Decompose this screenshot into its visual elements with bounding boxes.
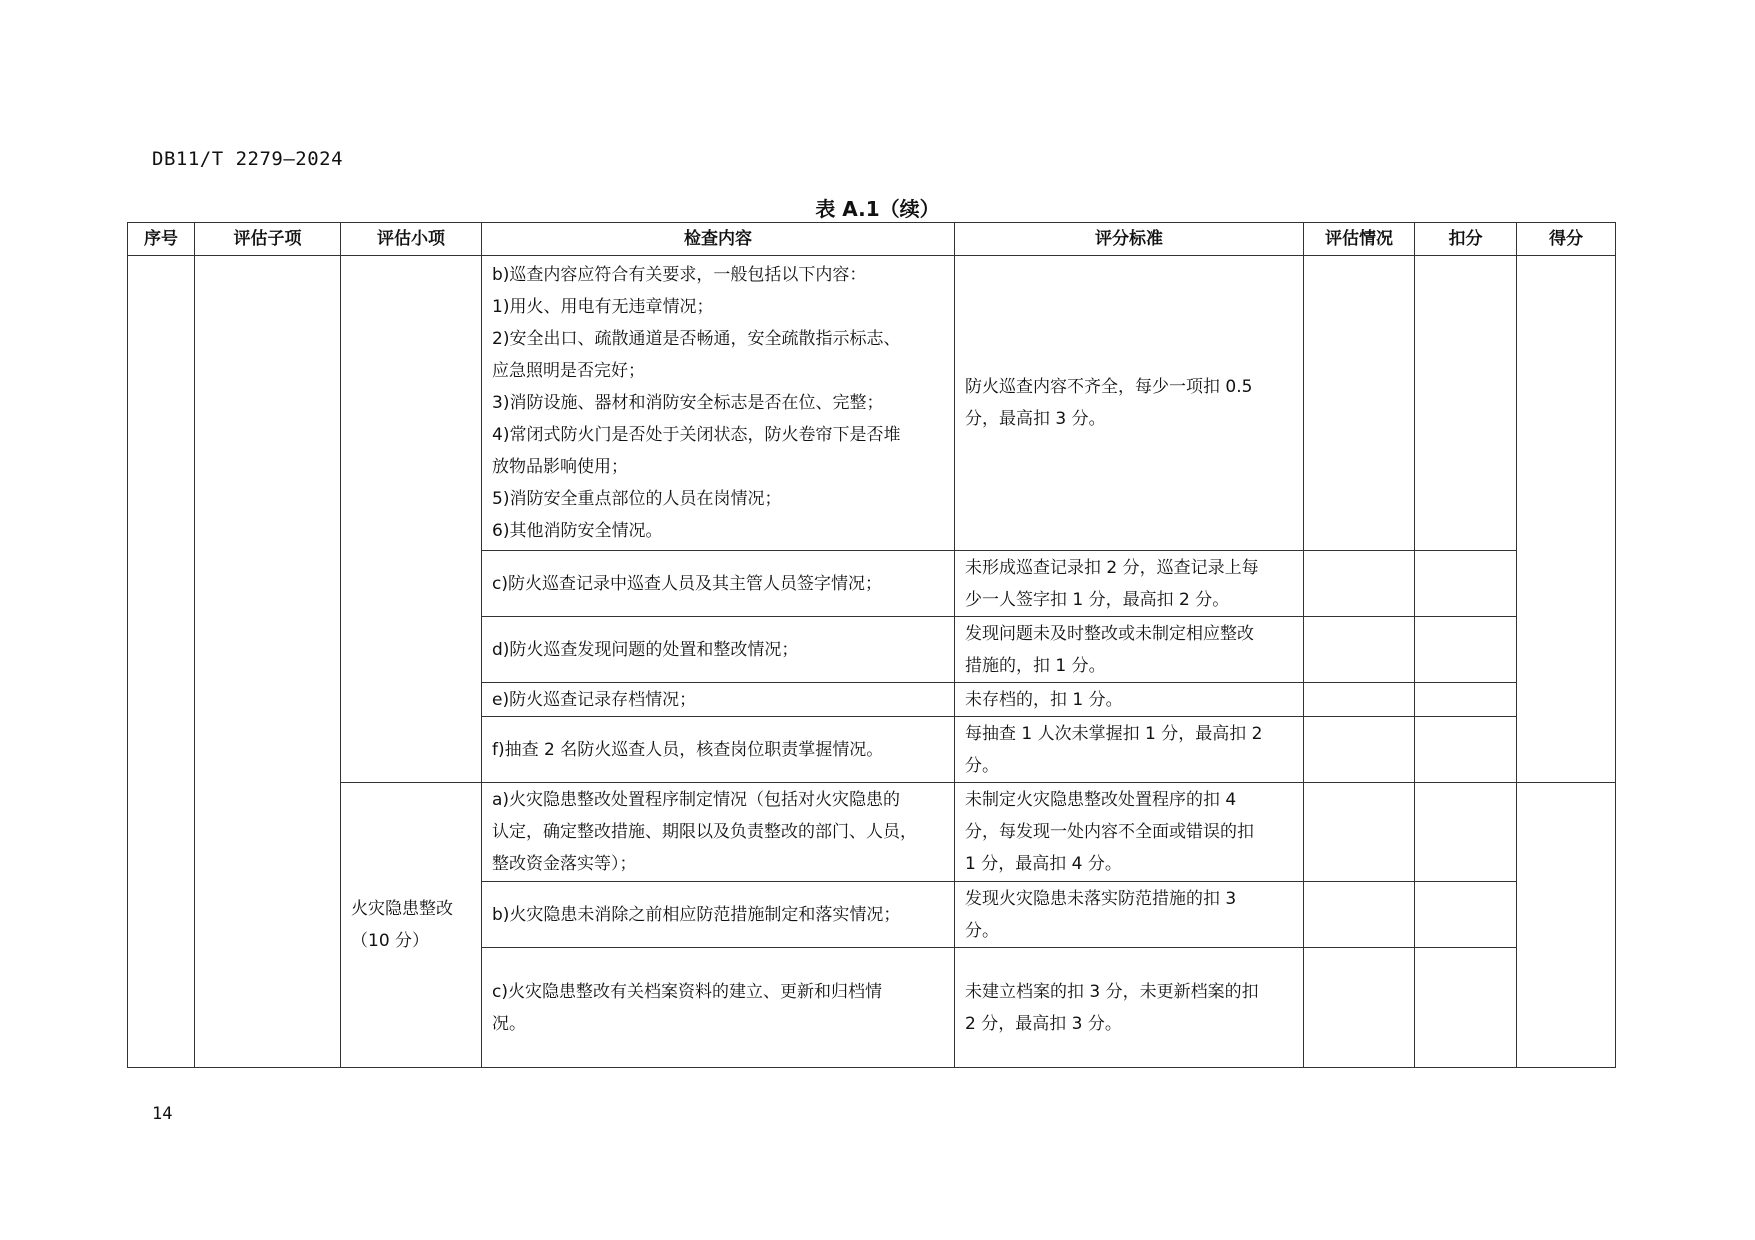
criteria-line: 未建立档案的扣 3 分，未更新档案的扣 bbox=[965, 981, 1259, 1002]
minor-item-score: （10 分） bbox=[351, 931, 430, 951]
table-row bbox=[128, 256, 1616, 551]
minor-item-cell bbox=[341, 783, 482, 1068]
minor-item-name: 火灾隐患整改 bbox=[351, 899, 453, 919]
criteria-line: 少一人签字扣 1 分，最高扣 2 分。 bbox=[965, 589, 1230, 610]
criteria-line: 未形成巡查记录扣 2 分，巡查记录上每 bbox=[965, 557, 1259, 578]
content-line: 认定，确定整改措施、期限以及负责整改的部门、人员， bbox=[492, 822, 917, 842]
page-number: 14 bbox=[152, 1104, 173, 1124]
content-line: 6)其他消防安全情况。 bbox=[492, 521, 663, 541]
criteria-line: 防火巡查内容不齐全，每少一项扣 0.5 bbox=[965, 377, 1253, 397]
assessment-table bbox=[127, 222, 1616, 1068]
minor-item-cell bbox=[341, 256, 482, 783]
header-deduction: 扣分 bbox=[1415, 223, 1517, 256]
assessment-cell bbox=[1304, 948, 1415, 1068]
deduction-cell bbox=[1415, 683, 1517, 717]
criteria-cell bbox=[955, 717, 1304, 783]
criteria-line: 未制定火灾隐患整改处置程序的扣 4 bbox=[965, 790, 1237, 810]
criteria-cell bbox=[955, 551, 1304, 617]
criteria-cell bbox=[955, 948, 1304, 1068]
content-cell bbox=[482, 617, 955, 683]
criteria-cell bbox=[955, 256, 1304, 551]
content-line: b)巡查内容应符合有关要求，一般包括以下内容： bbox=[492, 265, 867, 285]
content-line: c)火灾隐患整改有关档案资料的建立、更新和归档情 bbox=[492, 981, 882, 1002]
content-line: a)火灾隐患整改处置程序制定情况（包括对火灾隐患的 bbox=[492, 790, 901, 810]
criteria-line: 未存档的，扣 1 分。 bbox=[965, 689, 1123, 710]
content-line: 放物品影响使用； bbox=[492, 457, 628, 477]
deduction-cell bbox=[1415, 882, 1517, 948]
criteria-line: 分，每发现一处内容不全面或错误的扣 bbox=[965, 822, 1254, 842]
content-line: e)防火巡查记录存档情况； bbox=[492, 689, 697, 710]
table-row bbox=[128, 783, 1616, 882]
seq-cell bbox=[128, 256, 195, 1068]
content-line: b)火灾隐患未消除之前相应防范措施制定和落实情况； bbox=[492, 904, 901, 925]
header-scoring-standard: 评分标准 bbox=[955, 223, 1304, 256]
content-line: 3)消防设施、器材和消防安全标志是否在位、完整； bbox=[492, 393, 884, 413]
header-assessment: 评估情况 bbox=[1304, 223, 1415, 256]
content-line: d)防火巡查发现问题的处置和整改情况； bbox=[492, 639, 799, 660]
criteria-cell bbox=[955, 783, 1304, 882]
header-minor-item: 评估小项 bbox=[341, 223, 482, 256]
criteria-line: 措施的，扣 1 分。 bbox=[965, 655, 1106, 676]
content-line: c)防火巡查记录中巡查人员及其主管人员签字情况； bbox=[492, 573, 882, 594]
table-title: 表 A.1（续） bbox=[815, 197, 940, 221]
assessment-cell bbox=[1304, 717, 1415, 783]
header-check-content: 检查内容 bbox=[482, 223, 955, 256]
criteria-line: 分，最高扣 3 分。 bbox=[965, 409, 1106, 429]
document-code: DB11/T 2279—2024 bbox=[152, 148, 344, 170]
subitem-cell bbox=[195, 256, 341, 1068]
content-cell bbox=[482, 551, 955, 617]
deduction-cell bbox=[1415, 948, 1517, 1068]
content-line: 2)安全出口、疏散通道是否畅通，安全疏散指示标志、 bbox=[492, 329, 901, 349]
content-cell bbox=[482, 882, 955, 948]
content-line: 1)用火、用电有无违章情况； bbox=[492, 297, 714, 317]
assessment-cell bbox=[1304, 617, 1415, 683]
content-cell bbox=[482, 683, 955, 717]
criteria-line: 分。 bbox=[965, 755, 999, 776]
criteria-line: 分。 bbox=[965, 920, 999, 941]
score-cell bbox=[1517, 783, 1616, 1068]
content-line: 况。 bbox=[492, 1013, 526, 1034]
deduction-cell bbox=[1415, 256, 1517, 551]
content-line: 整改资金落实等）； bbox=[492, 854, 637, 874]
criteria-line: 发现问题未及时整改或未制定相应整改 bbox=[965, 623, 1254, 644]
content-line: 应急照明是否完好； bbox=[492, 361, 645, 381]
assessment-cell bbox=[1304, 683, 1415, 717]
content-line: f)抽查 2 名防火巡查人员，核查岗位职责掌握情况。 bbox=[492, 739, 884, 760]
content-line: 5)消防安全重点部位的人员在岗情况； bbox=[492, 489, 782, 509]
deduction-cell bbox=[1415, 617, 1517, 683]
criteria-cell bbox=[955, 882, 1304, 948]
criteria-cell bbox=[955, 683, 1304, 717]
assessment-cell bbox=[1304, 551, 1415, 617]
criteria-line: 2 分，最高扣 3 分。 bbox=[965, 1013, 1122, 1034]
assessment-cell bbox=[1304, 256, 1415, 551]
deduction-cell bbox=[1415, 783, 1517, 882]
criteria-line: 1 分，最高扣 4 分。 bbox=[965, 854, 1122, 874]
content-cell bbox=[482, 717, 955, 783]
deduction-cell bbox=[1415, 551, 1517, 617]
content-cell bbox=[482, 256, 955, 551]
deduction-cell bbox=[1415, 717, 1517, 783]
assessment-cell bbox=[1304, 882, 1415, 948]
criteria-line: 每抽查 1 人次未掌握扣 1 分，最高扣 2 bbox=[965, 723, 1263, 744]
criteria-line: 发现火灾隐患未落实防范措施的扣 3 bbox=[965, 888, 1237, 909]
header-score: 得分 bbox=[1517, 223, 1616, 256]
content-cell bbox=[482, 783, 955, 882]
table-header-row bbox=[128, 223, 1616, 256]
criteria-cell bbox=[955, 617, 1304, 683]
content-line: 4)常闭式防火门是否处于关闭状态，防火卷帘下是否堆 bbox=[492, 425, 901, 445]
header-seq: 序号 bbox=[128, 223, 195, 256]
header-subitem: 评估子项 bbox=[195, 223, 341, 256]
score-cell bbox=[1517, 256, 1616, 783]
assessment-cell bbox=[1304, 783, 1415, 882]
content-cell bbox=[482, 948, 955, 1068]
